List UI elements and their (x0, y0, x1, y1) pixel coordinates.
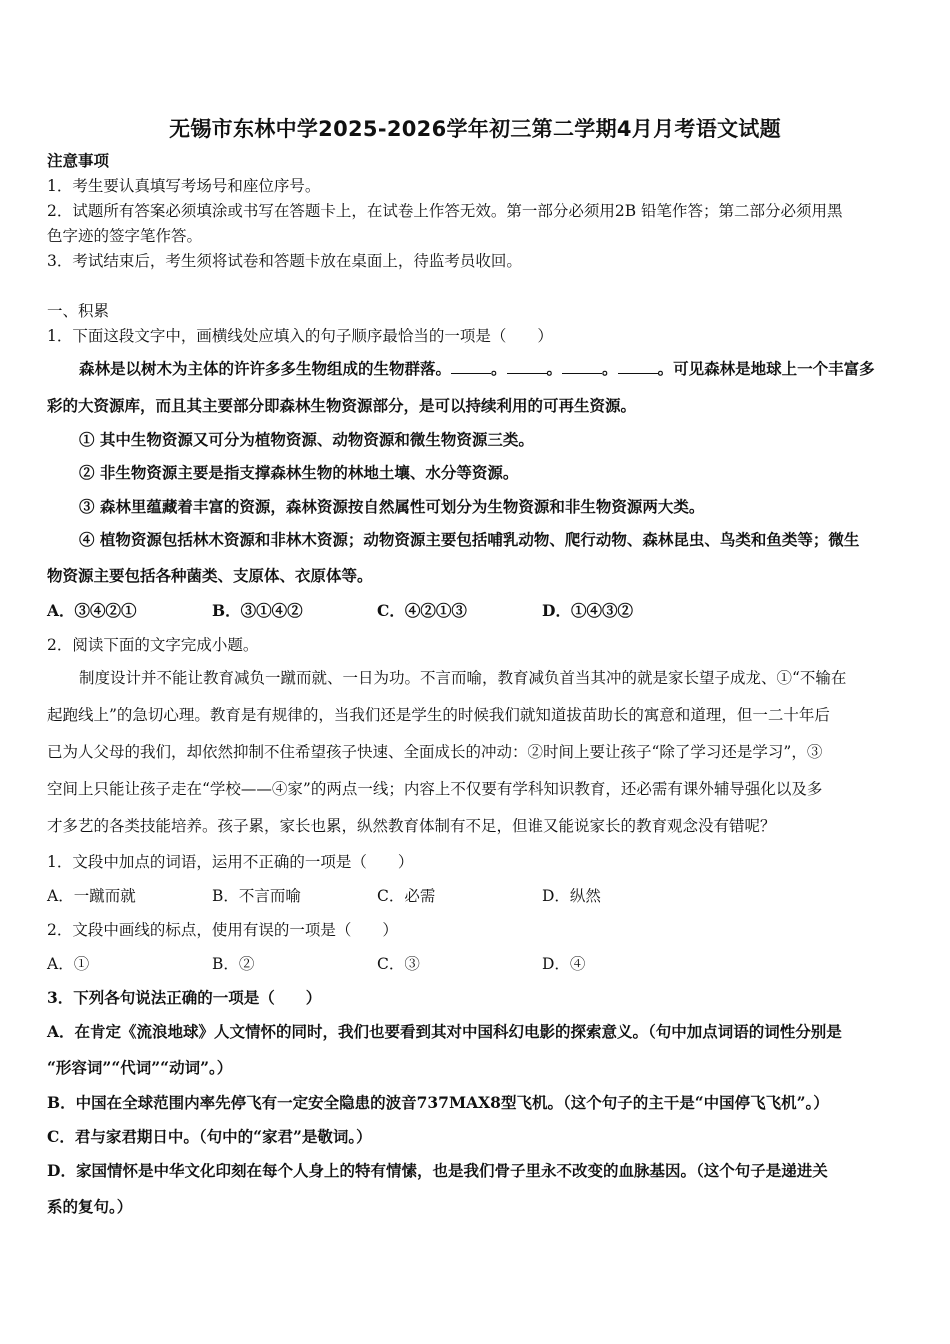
exam-title: 无锡市东林中学2025-2026学年初三第二学期4月月考语文试题 (169, 117, 781, 141)
blank-2 (507, 359, 547, 374)
passage-end: 。可见森林是地球上一个丰富多 (657, 359, 875, 378)
q3-option-d-line-1: D．家国情怀是中华文化印刻在每个人身上的特有情愫，也是我们骨子里永不改变的血脉基因。（这个句子是递进关 (47, 1161, 828, 1180)
question-1-stem: 1．下面这段文字中，画横线处应填入的句子顺序最恰当的一项是（ ） (47, 327, 553, 345)
q3-option-d-line-2: 系的复句。） (47, 1197, 133, 1216)
q2-sub-2-option-a: A．① (47, 955, 90, 973)
blank-3 (562, 359, 602, 374)
sentence-2: ② 非生物资源主要是指支撑森林生物的林地土壤、水分等资源。 (79, 463, 519, 482)
question-1-passage-line-1 (79, 358, 909, 380)
sentence-3: ③ 森林里蕴藏着丰富的资源，森林资源按自然属性可划分为生物资源和非生物资源两大类。 (79, 497, 705, 516)
sep-1: 。 (491, 359, 507, 378)
q2-sub-2-option-d: D．④ (542, 955, 586, 973)
q1-option-b: B．③①④② (212, 601, 303, 620)
notice-item-3: 3．考试结束后，考生须将试卷和答题卡放在桌面上，待监考员收回。 (47, 252, 522, 270)
section-heading: 一、积累 (47, 302, 110, 320)
question-3-stem: 3．下列各句说法正确的一项是（ ） (47, 988, 322, 1007)
notice-item-1: 1．考生要认真填写考场号和座位序号。 (47, 177, 321, 195)
sep-2: 。 (546, 359, 563, 378)
q2-passage-line-3: 已为人父母的我们，却依然抑制不住希望孩子快速、全面成长的冲动：②时间上要让孩子“除了学习还是学习”，③ (47, 743, 823, 761)
q2-sub-1-option-d: D．纵然 (542, 887, 601, 905)
q2-sub-2-option-c: C．③ (377, 955, 420, 973)
q2-passage-line-2: 起跑线上”的急切心理。教育是有规律的，当我们还是学生的时候我们就知道拔苗助长的寓意和道理，但一二十年后 (47, 706, 830, 724)
q3-option-a-line-2: “形容词”“代词”“动词”。） (47, 1058, 233, 1077)
q2-passage-line-1: 制度设计并不能让教育减负一蹴而就、一日为功。不言而喻，教育减负首当其冲的就是家长望子成龙、①“不输在 (79, 669, 847, 687)
q2-passage-line-4: 空间上只能让孩子走在“学校——④家”的两点一线；内容上不仅要有学科知识教育，还必需有课外辅导强化以及多 (47, 780, 823, 798)
q2-passage-line-5: 才多艺的各类技能培养。孩子累，家长也累，纵然教育体制有不足，但谁又能说家长的教育观念没有错呢？ (47, 817, 776, 835)
q1-option-c: C．④②①③ (377, 601, 467, 620)
passage-start: 森林是以树木为主体的许许多多生物组成的生物群落。 (79, 359, 452, 378)
q3-option-a-line-1: A．在肯定《流浪地球》人文情怀的同时，我们也要看到其对中国科幻电影的探索意义。（句中加点词语的词性分别是 (47, 1022, 842, 1041)
q2-sub-1-option-a: A．一蹴而就 (47, 887, 136, 905)
q3-option-b: B．中国在全球范围内率先停飞有一定安全隐患的波音737MAX8型飞机。（这个句子的主干是“中国停飞飞机”。） (47, 1093, 829, 1112)
blank-4 (618, 359, 658, 374)
q3-option-c: C．君与家君期日中。（句中的“家君”是敬词。） (47, 1127, 372, 1146)
q2-sub-2-option-b: B．② (212, 955, 255, 973)
sentence-1: ① 其中生物资源又可分为植物资源、动物资源和微生物资源三类。 (79, 430, 534, 449)
notice-item-2: 2．试题所有答案必须填涂或书写在答题卡上，在试卷上作答无效。第一部分必须用2B 铅笔作答；第二部分必须用黑 (47, 202, 843, 220)
sentence-4-line-1: ④ 植物资源包括林木资源和非林木资源；动物资源主要包括哺乳动物、爬行动物、森林昆虫、鸟类和鱼类等；微生 (79, 530, 860, 549)
q1-option-d: D．①④③② (542, 601, 633, 620)
q2-sub-1-option-b: B．不言而喻 (212, 887, 301, 905)
q2-sub-1-stem: 1．文段中加点的词语，运用不正确的一项是（ ） (47, 853, 414, 871)
sentence-4-line-2: 物资源主要包括各种菌类、支原体、衣原体等。 (47, 566, 373, 585)
q1-option-a: A．③④②① (47, 601, 137, 620)
blank-1 (451, 359, 491, 374)
notice-heading: 注意事项 (47, 151, 110, 170)
notice-item-2-cont: 色字迹的签字笔作答。 (47, 227, 203, 245)
q2-sub-1-option-c: C．必需 (377, 887, 436, 905)
question-2-stem: 2．阅读下面的文字完成小题。 (47, 636, 259, 654)
q2-sub-2-stem: 2．文段中画线的标点，使用有误的一项是（ ） (47, 921, 398, 939)
question-1-passage-line-2: 彩的大资源库，而且其主要部分即森林生物资源部分，是可以持续利用的可再生资源。 (47, 396, 637, 415)
sep-3: 。 (602, 359, 618, 378)
